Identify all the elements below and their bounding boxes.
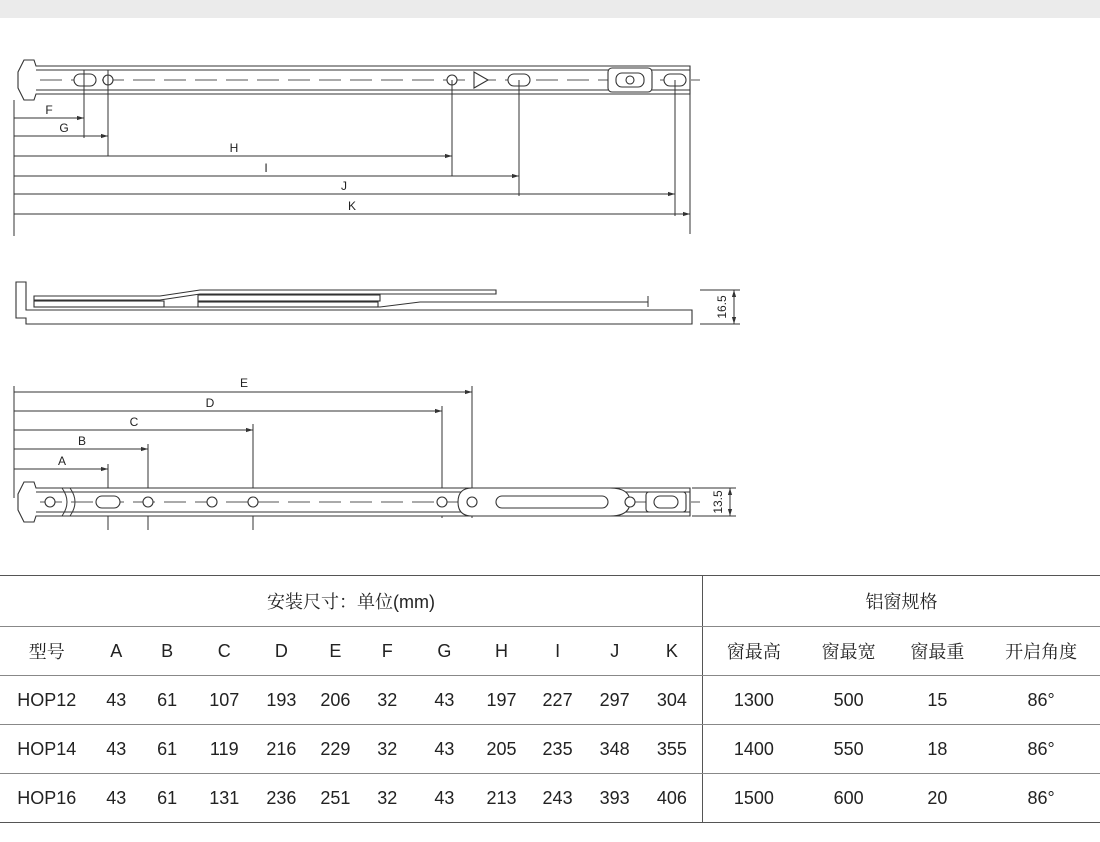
dim-label-i: I xyxy=(264,161,268,175)
dim-label-d: D xyxy=(205,396,215,410)
technical-drawing xyxy=(0,18,1100,575)
spec-table-title: 铝窗规格 xyxy=(703,576,1100,627)
dim-label-e: E xyxy=(239,376,249,390)
drawing-sheet xyxy=(0,18,1100,842)
install-table-header: C xyxy=(195,627,253,676)
window-spec-table xyxy=(702,575,1100,823)
table-cell: HOP12 xyxy=(0,676,93,725)
tables-area xyxy=(0,575,1100,840)
table-cell: 406 xyxy=(642,774,702,823)
table-cell: 107 xyxy=(195,676,253,725)
dim-label-a: A xyxy=(57,454,67,468)
table-cell: 393 xyxy=(588,774,642,823)
table-cell: 216 xyxy=(253,725,309,774)
bottom-hole-c xyxy=(248,497,258,507)
bottom-hole-e xyxy=(467,497,477,507)
table-cell: 43 xyxy=(413,774,475,823)
table-cell: 86° xyxy=(982,774,1100,823)
install-table-header: J xyxy=(588,627,642,676)
top-view xyxy=(14,60,700,236)
table-cell: 600 xyxy=(805,774,893,823)
install-size-table xyxy=(0,575,702,823)
dim-label-k: K xyxy=(347,199,357,213)
bottom-long-slot xyxy=(496,496,608,508)
table-row xyxy=(0,725,702,774)
table-cell: 43 xyxy=(93,725,139,774)
table-cell: 32 xyxy=(361,725,413,774)
table-cell: 297 xyxy=(588,676,642,725)
bottom-hole-b xyxy=(143,497,153,507)
top-slot-1 xyxy=(74,74,96,86)
spec-table-header: 窗最高 xyxy=(703,627,805,676)
table-cell: 43 xyxy=(93,676,139,725)
table-cell: 32 xyxy=(361,676,413,725)
table-cell: 500 xyxy=(805,676,893,725)
dim-label-c: C xyxy=(129,415,139,429)
table-cell: 355 xyxy=(642,725,702,774)
dim-label-g: G xyxy=(59,121,69,135)
table-cell: 235 xyxy=(527,725,587,774)
bottom-hole-pivot xyxy=(45,497,55,507)
install-table-header: A xyxy=(93,627,139,676)
install-table-header: 型号 xyxy=(0,627,93,676)
table-cell: 32 xyxy=(361,774,413,823)
table-cell: 119 xyxy=(195,725,253,774)
spec-table-header: 开启角度 xyxy=(982,627,1100,676)
table-cell: 61 xyxy=(139,676,195,725)
bottom-hole-d xyxy=(437,497,447,507)
table-cell: 61 xyxy=(139,725,195,774)
dim-label-j: J xyxy=(341,179,347,193)
bottom-slot-a xyxy=(96,496,120,508)
table-cell: 197 xyxy=(476,676,528,725)
install-table-header: I xyxy=(527,627,587,676)
table-cell: 206 xyxy=(309,676,361,725)
table-cell: 43 xyxy=(93,774,139,823)
table-cell: 86° xyxy=(982,676,1100,725)
install-table-header: D xyxy=(253,627,309,676)
table-cell: 348 xyxy=(588,725,642,774)
table-cell: 205 xyxy=(476,725,528,774)
table-cell: 236 xyxy=(253,774,309,823)
table-cell: 43 xyxy=(413,676,475,725)
table-row xyxy=(703,725,1100,774)
table-cell: 227 xyxy=(527,676,587,725)
spec-table-header: 窗最宽 xyxy=(805,627,893,676)
table-cell: 193 xyxy=(253,676,309,725)
table-cell: 61 xyxy=(139,774,195,823)
bottom-view xyxy=(14,376,736,530)
table-cell: 1500 xyxy=(703,774,805,823)
table-cell: 131 xyxy=(195,774,253,823)
table-cell: 1400 xyxy=(703,725,805,774)
install-table-header: H xyxy=(476,627,528,676)
table-cell: 550 xyxy=(805,725,893,774)
side-view xyxy=(16,282,740,324)
table-row xyxy=(0,676,702,725)
table-cell: 15 xyxy=(892,676,982,725)
table-cell: HOP16 xyxy=(0,774,93,823)
table-row xyxy=(703,774,1100,823)
dim-label-f: F xyxy=(45,103,53,117)
install-table-header: F xyxy=(361,627,413,676)
install-table-header: G xyxy=(413,627,475,676)
top-dimensions xyxy=(14,103,690,214)
dim-label-height-13-5: 13.5 xyxy=(711,490,725,514)
dim-label-h: H xyxy=(229,141,239,155)
table-cell: 18 xyxy=(892,725,982,774)
table-cell: 1300 xyxy=(703,676,805,725)
table-row xyxy=(0,774,702,823)
table-cell: 43 xyxy=(413,725,475,774)
table-cell: HOP14 xyxy=(0,725,93,774)
table-cell: 243 xyxy=(527,774,587,823)
table-cell: 229 xyxy=(309,725,361,774)
install-table-header: B xyxy=(139,627,195,676)
install-table-header: E xyxy=(309,627,361,676)
table-cell: 251 xyxy=(309,774,361,823)
table-cell: 20 xyxy=(892,774,982,823)
table-cell: 213 xyxy=(476,774,528,823)
table-row xyxy=(703,676,1100,725)
spec-table-header: 窗最重 xyxy=(892,627,982,676)
table-cell: 304 xyxy=(642,676,702,725)
dim-label-height-16-5: 16.5 xyxy=(715,295,729,319)
install-table-header: K xyxy=(642,627,702,676)
table-cell: 86° xyxy=(982,725,1100,774)
dim-label-b: B xyxy=(77,434,87,448)
install-table-title: 安装尺寸：单位(mm) xyxy=(0,576,702,627)
